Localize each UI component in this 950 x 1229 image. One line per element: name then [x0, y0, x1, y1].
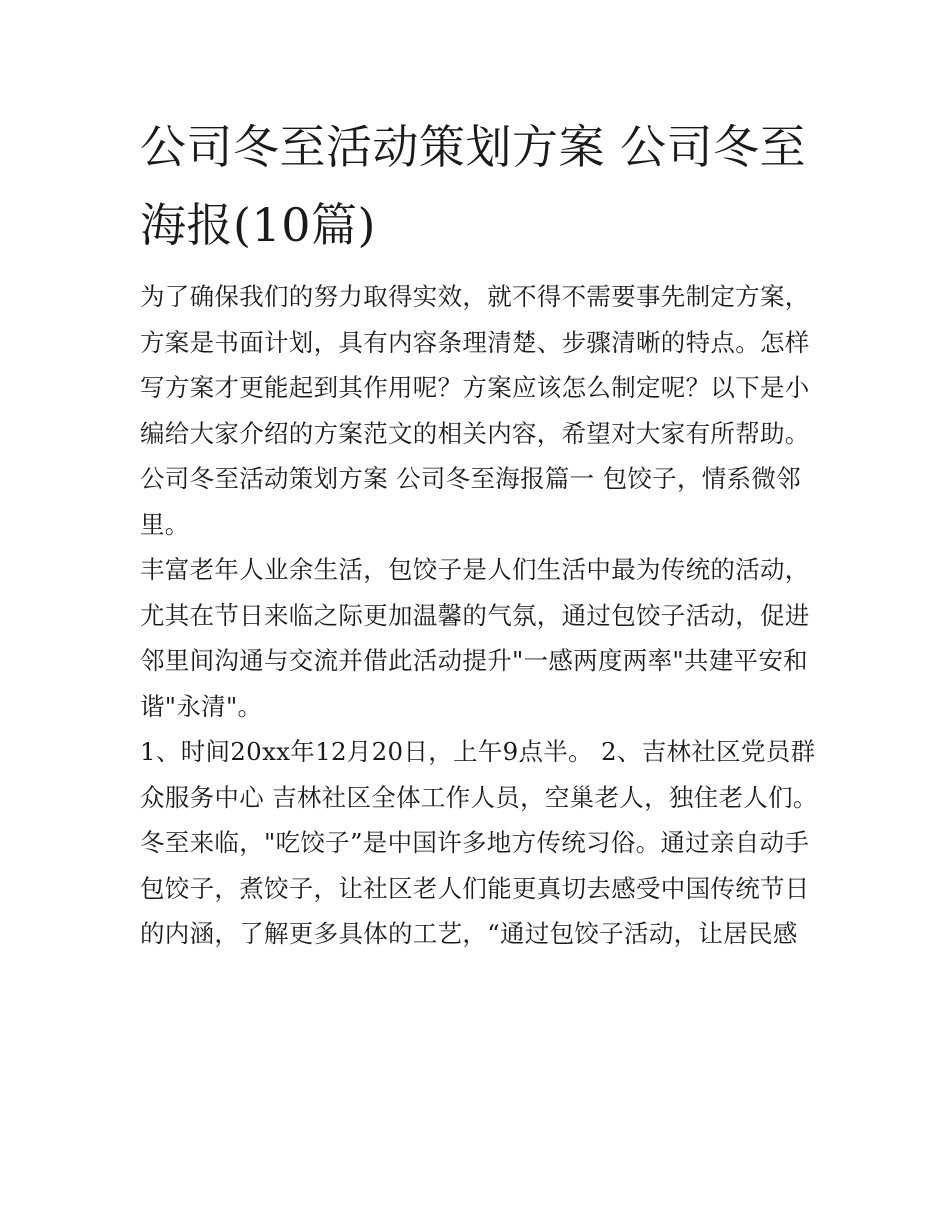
paragraph-time-place: 1、时间20xx年12月20日，上午9点半。 2、吉林社区党员群众服务中心 吉林社区全体工作人员，空巢老人，独住老人们。	[140, 737, 818, 812]
document-body	[140, 108, 820, 957]
document-title: 公司冬至活动策划方案 公司冬至海报(10篇)	[140, 120, 807, 252]
paragraph-intro: 为了确保我们的努力取得实效，就不得不需要事先制定方案，方案是书面计划，具有内容条理清楚、步骤清晰的特点。怎样写方案才更能起到其作用呢？方案应该怎么制定呢？以下是小编给大家介绍的方案范文的相关内容，希望对大家有所帮助。公司冬至活动策划方案 公司冬至海报篇一 包饺子，情系微邻里。	[140, 282, 810, 539]
paragraph-content: 冬至来临，"吃饺子”是中国许多地方传统习俗。通过亲自动手包饺子，煮饺子，让社区老人们能更真切去感受中国传统节日的内涵，了解更多具体的工艺，“通过包饺子活动，让居民感	[140, 828, 810, 948]
paragraph-purpose: 丰富老年人业余生活，包饺子是人们生活中最为传统的活动，尤其在节日来临之际更加温馨的气氛，通过包饺子活动，促进邻里间沟通与交流并借此活动提升"一感两度两率"共建平安和谐"永清"。	[140, 555, 810, 721]
